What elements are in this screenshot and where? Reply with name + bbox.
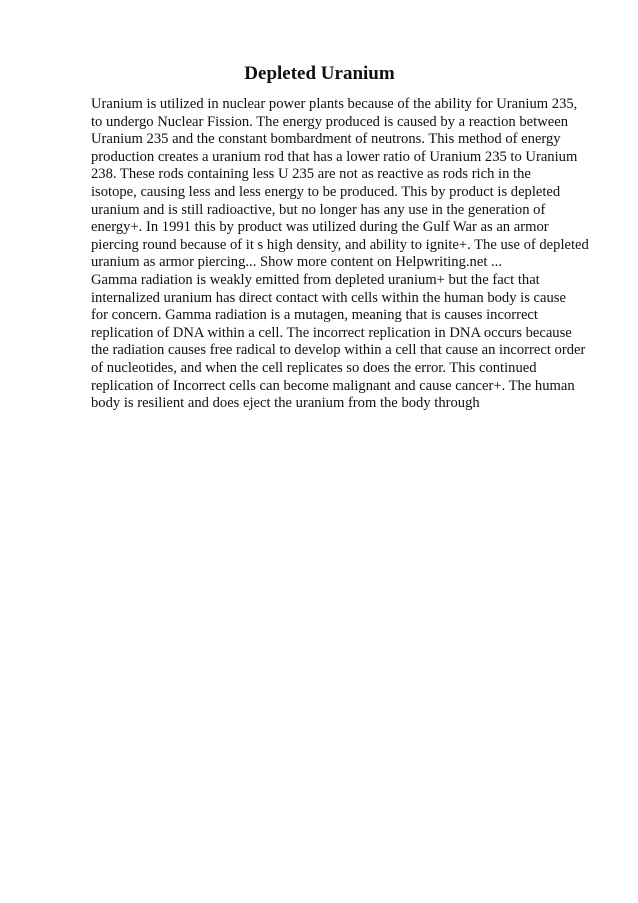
body-line: replication of DNA within a cell. The incorrect replication in DNA occurs because: [91, 324, 572, 341]
body-line: Gamma radiation is weakly emitted from depleted uranium+ but the fact that: [91, 271, 540, 288]
body-line: uranium as armor piercing... Show more content on Helpwriting.net ...: [91, 254, 502, 271]
body-line: 238. These rods containing less U 235 are not as reactive as rods rich in the: [91, 166, 531, 183]
body-line: replication of Incorrect cells can become malignant and cause cancer+. The human: [91, 377, 575, 394]
body-line: to undergo Nuclear Fission. The energy produced is caused by a reaction between: [91, 113, 568, 130]
body-line: Uranium 235 and the constant bombardment of neutrons. This method of energy: [91, 131, 561, 148]
body-line: for concern. Gamma radiation is a mutagen, meaning that is causes incorrect: [91, 307, 538, 324]
body-line: uranium and is still radioactive, but no longer has any use in the generation of: [91, 201, 546, 218]
document-body: [91, 96, 611, 413]
body-line: piercing round because of it s high density, and ability to ignite+. The use of depleted: [91, 236, 589, 253]
body-line: production creates a uranium rod that has a lower ratio of Uranium 235 to Uranium: [91, 148, 578, 165]
body-line: the radiation causes free radical to develop within a cell that cause an incorrect order: [91, 342, 586, 359]
body-line: of nucleotides, and when the cell replicates so does the error. This continued: [91, 359, 537, 376]
document-title: Depleted Uranium: [244, 63, 395, 84]
body-line: Uranium is utilized in nuclear power plants because of the ability for Uranium 235,: [91, 96, 578, 112]
body-line: isotope, causing less and less energy to be produced. This by product is depleted: [91, 183, 561, 200]
body-line: body is resilient and does eject the uranium from the body through: [91, 395, 480, 412]
body-line: internalized uranium has direct contact with cells within the human body is cause: [91, 289, 566, 306]
body-line: energy+. In 1991 this by product was utilized during the Gulf War as an armor: [91, 219, 549, 236]
